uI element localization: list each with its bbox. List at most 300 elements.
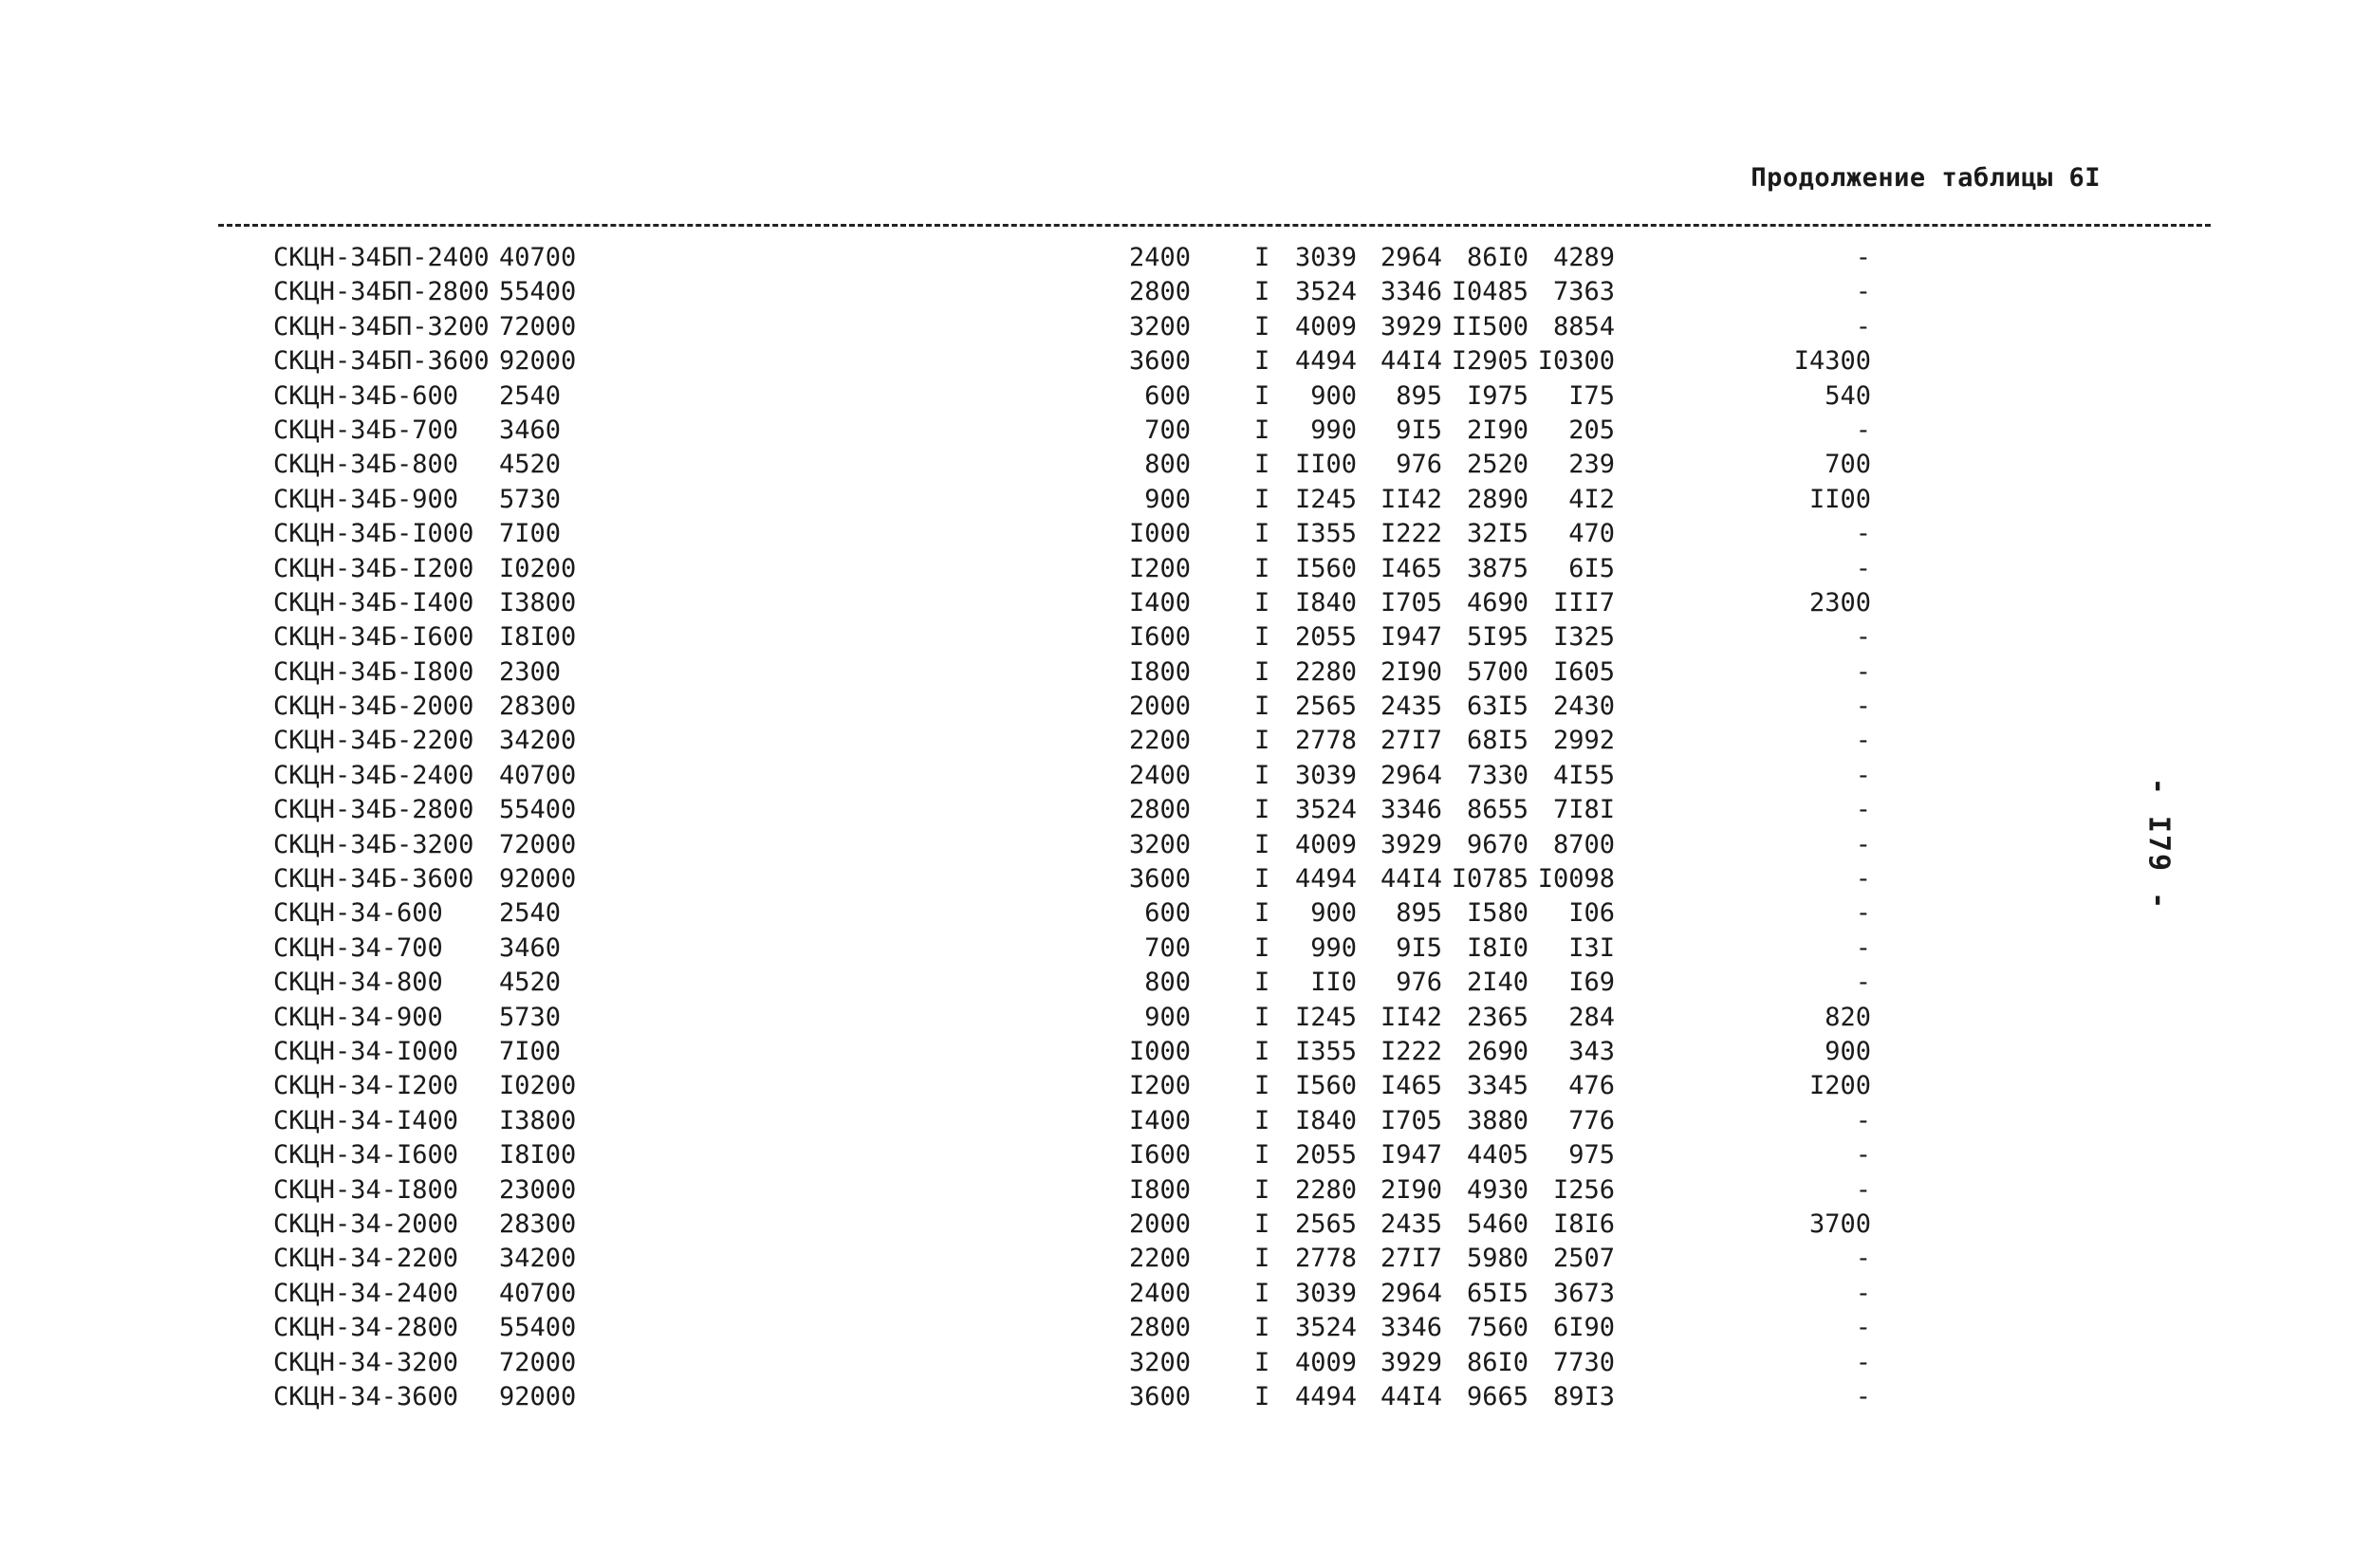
count-cell: I (1254, 519, 1270, 549)
dim-c-cell: 86I0 (1466, 243, 1529, 272)
dim-b-cell: 3346 (1380, 795, 1442, 825)
extra-cell: - (1855, 1105, 1871, 1135)
diameter-cell: 800 (1144, 450, 1191, 480)
designation-cell: СКЦН-34БП-2400 (273, 243, 490, 272)
table-row (256, 655, 1917, 690)
dim-c-cell: I0485 (1451, 277, 1529, 307)
count-cell: I (1254, 311, 1270, 341)
table-row (256, 896, 1917, 931)
dim-e-cell: 8700 (1552, 829, 1615, 859)
dim-b-cell: 3929 (1380, 311, 1442, 341)
dim-e-cell: 4289 (1552, 243, 1615, 272)
dim-b-cell: 27I7 (1380, 726, 1442, 756)
dim-b-cell: 3346 (1380, 277, 1442, 307)
extra-cell: 540 (1825, 380, 1871, 411)
dim-a-cell: 4494 (1294, 1381, 1357, 1411)
dim-c-cell: 3345 (1466, 1071, 1529, 1101)
table-row (256, 932, 1917, 966)
mass-cell: 4520 (499, 968, 562, 998)
dim-e-cell: 205 (1568, 415, 1615, 445)
diameter-cell: 2800 (1128, 795, 1191, 825)
dim-c-cell: 5700 (1466, 656, 1529, 687)
dim-a-cell: I245 (1294, 484, 1357, 514)
dim-b-cell: 895 (1396, 380, 1442, 411)
dim-b-cell: I705 (1380, 587, 1442, 618)
dim-c-cell: I8I0 (1466, 932, 1529, 963)
mass-cell: 55400 (499, 277, 577, 307)
dim-b-cell: I465 (1380, 553, 1442, 583)
dim-a-cell: II00 (1294, 450, 1357, 480)
count-cell: I (1254, 1244, 1270, 1274)
designation-cell: СКЦН-34-I400 (273, 1105, 459, 1135)
designation-cell: СКЦН-34Б-2400 (273, 760, 474, 790)
count-cell: I (1254, 484, 1270, 514)
mass-cell: 40700 (499, 1278, 577, 1308)
designation-cell: СКЦН-34Б-2200 (273, 726, 474, 756)
dim-e-cell: 7I8I (1552, 795, 1615, 825)
extra-cell: - (1855, 1174, 1871, 1205)
extra-cell: - (1855, 1347, 1871, 1377)
designation-cell: СКЦН-34-600 (273, 898, 443, 929)
count-cell: I (1254, 380, 1270, 411)
table-row (256, 690, 1917, 724)
data-table (256, 241, 1917, 1414)
designation-cell: СКЦН-34БП-3200 (273, 311, 490, 341)
table-row (256, 966, 1917, 1000)
extra-cell: - (1855, 1278, 1871, 1308)
dim-b-cell: I222 (1380, 519, 1442, 549)
table-row (256, 1104, 1917, 1138)
dim-b-cell: 2435 (1380, 692, 1442, 722)
count-cell: I (1254, 1174, 1270, 1205)
diameter-cell: 2400 (1128, 243, 1191, 272)
mass-cell: 3460 (499, 932, 562, 963)
designation-cell: СКЦН-34Б-2000 (273, 692, 474, 722)
dim-c-cell: 32I5 (1466, 519, 1529, 549)
dim-a-cell: 3039 (1294, 760, 1357, 790)
dim-e-cell: 3673 (1552, 1278, 1615, 1308)
dim-e-cell: I8I6 (1552, 1208, 1615, 1239)
diameter-cell: 2000 (1128, 1208, 1191, 1239)
dim-b-cell: I947 (1380, 622, 1442, 653)
dim-a-cell: 3524 (1294, 795, 1357, 825)
table-row (256, 414, 1917, 448)
mass-cell: I3800 (499, 587, 577, 618)
dim-a-cell: 4009 (1294, 829, 1357, 859)
diameter-cell: 900 (1144, 1002, 1191, 1032)
mass-cell: 23000 (499, 1174, 577, 1205)
extra-cell: - (1855, 519, 1871, 549)
dim-a-cell: 990 (1310, 932, 1357, 963)
diameter-cell: 2800 (1128, 1313, 1191, 1343)
extra-cell: - (1855, 415, 1871, 445)
extra-cell: - (1855, 243, 1871, 272)
mass-cell: 34200 (499, 726, 577, 756)
mass-cell: 72000 (499, 1347, 577, 1377)
diameter-cell: 600 (1144, 380, 1191, 411)
extra-cell: - (1855, 726, 1871, 756)
table-row (256, 862, 1917, 896)
designation-cell: СКЦН-34БП-3600 (273, 346, 490, 377)
table-row (256, 1208, 1917, 1242)
extra-cell: I200 (1808, 1071, 1871, 1101)
count-cell: I (1254, 1071, 1270, 1101)
designation-cell: СКЦН-34Б-800 (273, 450, 459, 480)
table-row (256, 1311, 1917, 1345)
diameter-cell: 600 (1144, 898, 1191, 929)
mass-cell: 28300 (499, 692, 577, 722)
diameter-cell: I000 (1128, 1036, 1191, 1066)
diameter-cell: 700 (1144, 415, 1191, 445)
dim-b-cell: 2964 (1380, 1278, 1442, 1308)
diameter-cell: 2400 (1128, 1278, 1191, 1308)
count-cell: I (1254, 760, 1270, 790)
diameter-cell: I400 (1128, 1105, 1191, 1135)
dim-e-cell: 4I2 (1568, 484, 1615, 514)
diameter-cell: I200 (1128, 553, 1191, 583)
dim-c-cell: 5980 (1466, 1244, 1529, 1274)
diameter-cell: 3600 (1128, 864, 1191, 895)
dim-c-cell: 2I40 (1466, 968, 1529, 998)
dim-b-cell: 44I4 (1380, 346, 1442, 377)
count-cell: I (1254, 1208, 1270, 1239)
dim-a-cell: 900 (1310, 380, 1357, 411)
table-row (256, 759, 1917, 793)
count-cell: I (1254, 243, 1270, 272)
mass-cell: 72000 (499, 829, 577, 859)
mass-cell: 55400 (499, 795, 577, 825)
extra-cell: - (1855, 692, 1871, 722)
dim-b-cell: II42 (1380, 484, 1442, 514)
dim-c-cell: 68I5 (1466, 726, 1529, 756)
designation-cell: СКЦН-34Б-I200 (273, 553, 474, 583)
designation-cell: СКЦН-34-I600 (273, 1140, 459, 1171)
dim-a-cell: 2565 (1294, 1208, 1357, 1239)
dim-c-cell: II500 (1451, 311, 1529, 341)
designation-cell: СКЦН-34-900 (273, 1002, 443, 1032)
mass-cell: 4520 (499, 450, 562, 480)
table-row (256, 275, 1917, 309)
dim-e-cell: 476 (1568, 1071, 1615, 1101)
designation-cell: СКЦН-34Б-3200 (273, 829, 474, 859)
dim-e-cell: 6I90 (1552, 1313, 1615, 1343)
dim-a-cell: I560 (1294, 1071, 1357, 1101)
table-row (256, 1035, 1917, 1069)
table-row (256, 586, 1917, 620)
table-row (256, 1380, 1917, 1414)
dim-a-cell: 2778 (1294, 1244, 1357, 1274)
dim-b-cell: 44I4 (1380, 864, 1442, 895)
table-row (256, 828, 1917, 862)
dim-e-cell: I75 (1568, 380, 1615, 411)
dim-e-cell: 7730 (1552, 1347, 1615, 1377)
count-cell: I (1254, 346, 1270, 377)
table-row (256, 1277, 1917, 1311)
dim-e-cell: 284 (1568, 1002, 1615, 1032)
designation-cell: СКЦН-34Б-3600 (273, 864, 474, 895)
diameter-cell: 3600 (1128, 1381, 1191, 1411)
extra-cell: 2300 (1808, 587, 1871, 618)
dim-a-cell: 3524 (1294, 277, 1357, 307)
dim-e-cell: I325 (1552, 622, 1615, 653)
diameter-cell: 3200 (1128, 1347, 1191, 1377)
table-continuation-caption: Продолжение таблицы 6I (1751, 163, 2101, 193)
dim-b-cell: 2435 (1380, 1208, 1442, 1239)
dim-c-cell: 8655 (1466, 795, 1529, 825)
dim-a-cell: 2778 (1294, 726, 1357, 756)
count-cell: I (1254, 622, 1270, 653)
table-row (256, 724, 1917, 758)
dim-a-cell: 900 (1310, 898, 1357, 929)
dim-b-cell: I465 (1380, 1071, 1442, 1101)
diameter-cell: 700 (1144, 932, 1191, 963)
diameter-cell: 2200 (1128, 726, 1191, 756)
table-row (256, 310, 1917, 344)
dim-a-cell: 4494 (1294, 346, 1357, 377)
designation-cell: СКЦН-34Б-900 (273, 484, 459, 514)
diameter-cell: I800 (1128, 1174, 1191, 1205)
mass-cell: 2300 (499, 656, 562, 687)
dim-e-cell: III7 (1552, 587, 1615, 618)
dim-c-cell: 2I90 (1466, 415, 1529, 445)
diameter-cell: 800 (1144, 968, 1191, 998)
dim-a-cell: 4009 (1294, 311, 1357, 341)
extra-cell: 700 (1825, 450, 1871, 480)
dim-e-cell: I256 (1552, 1174, 1615, 1205)
extra-cell: II00 (1808, 484, 1871, 514)
extra-cell: - (1855, 795, 1871, 825)
extra-cell: - (1855, 1313, 1871, 1343)
table-row (256, 1346, 1917, 1380)
extra-cell: - (1855, 968, 1871, 998)
mass-cell: 92000 (499, 1381, 577, 1411)
mass-cell: 2540 (499, 380, 562, 411)
dim-a-cell: I560 (1294, 553, 1357, 583)
table-row (256, 1069, 1917, 1103)
dim-c-cell: 7330 (1466, 760, 1529, 790)
diameter-cell: I200 (1128, 1071, 1191, 1101)
page-number: - I79 - (2141, 777, 2176, 912)
count-cell: I (1254, 1381, 1270, 1411)
dim-e-cell: 776 (1568, 1105, 1615, 1135)
designation-cell: СКЦН-34-3600 (273, 1381, 459, 1411)
dim-a-cell: 3524 (1294, 1313, 1357, 1343)
designation-cell: СКЦН-34-I000 (273, 1036, 459, 1066)
count-cell: I (1254, 1313, 1270, 1343)
mass-cell: 5730 (499, 484, 562, 514)
extra-cell: - (1855, 829, 1871, 859)
extra-cell: 820 (1825, 1002, 1871, 1032)
count-cell: I (1254, 1140, 1270, 1171)
dim-e-cell: 8854 (1552, 311, 1615, 341)
mass-cell: 40700 (499, 760, 577, 790)
dim-c-cell: 5460 (1466, 1208, 1529, 1239)
dim-e-cell: 6I5 (1568, 553, 1615, 583)
diameter-cell: I600 (1128, 1140, 1191, 1171)
dim-c-cell: 9665 (1466, 1381, 1529, 1411)
dim-a-cell: 2055 (1294, 1140, 1357, 1171)
extra-cell: - (1855, 656, 1871, 687)
designation-cell: СКЦН-34Б-I600 (273, 622, 474, 653)
designation-cell: СКЦН-34-3200 (273, 1347, 459, 1377)
dim-a-cell: I355 (1294, 1036, 1357, 1066)
dim-e-cell: 2507 (1552, 1244, 1615, 1274)
count-cell: I (1254, 415, 1270, 445)
designation-cell: СКЦН-34-2200 (273, 1244, 459, 1274)
dim-c-cell: 2365 (1466, 1002, 1529, 1032)
dim-a-cell: 2280 (1294, 656, 1357, 687)
dim-c-cell: 3880 (1466, 1105, 1529, 1135)
dim-e-cell: I3I (1568, 932, 1615, 963)
dim-e-cell: 975 (1568, 1140, 1615, 1171)
extra-cell: - (1855, 311, 1871, 341)
mass-cell: 5730 (499, 1002, 562, 1032)
diameter-cell: 2400 (1128, 760, 1191, 790)
table-row (256, 517, 1917, 551)
header-divider (218, 224, 2211, 227)
dim-e-cell: I0300 (1537, 346, 1615, 377)
mass-cell: 28300 (499, 1208, 577, 1239)
dim-e-cell: 2992 (1552, 726, 1615, 756)
table-row (256, 379, 1917, 414)
extra-cell: - (1855, 932, 1871, 963)
count-cell: I (1254, 692, 1270, 722)
dim-b-cell: 976 (1396, 968, 1442, 998)
dim-b-cell: 27I7 (1380, 1244, 1442, 1274)
dim-a-cell: 2565 (1294, 692, 1357, 722)
diameter-cell: 3200 (1128, 829, 1191, 859)
designation-cell: СКЦН-34Б-I000 (273, 519, 474, 549)
dim-c-cell: 4690 (1466, 587, 1529, 618)
dim-e-cell: I605 (1552, 656, 1615, 687)
table-row (256, 483, 1917, 517)
diameter-cell: 2200 (1128, 1244, 1191, 1274)
dim-c-cell: 9670 (1466, 829, 1529, 859)
table-row (256, 552, 1917, 586)
designation-cell: СКЦН-34Б-700 (273, 415, 459, 445)
dim-c-cell: 65I5 (1466, 1278, 1529, 1308)
mass-cell: 7I00 (499, 1036, 562, 1066)
dim-c-cell: 5I95 (1466, 622, 1529, 653)
dim-c-cell: I975 (1466, 380, 1529, 411)
dim-a-cell: I840 (1294, 587, 1357, 618)
count-cell: I (1254, 1002, 1270, 1032)
mass-cell: 3460 (499, 415, 562, 445)
dim-b-cell: II42 (1380, 1002, 1442, 1032)
extra-cell: - (1855, 1140, 1871, 1171)
count-cell: I (1254, 932, 1270, 963)
dim-b-cell: 2964 (1380, 760, 1442, 790)
extra-cell: - (1855, 760, 1871, 790)
mass-cell: 2540 (499, 898, 562, 929)
dim-c-cell: 2690 (1466, 1036, 1529, 1066)
designation-cell: СКЦН-34-I800 (273, 1174, 459, 1205)
count-cell: I (1254, 587, 1270, 618)
designation-cell: СКЦН-34БП-2800 (273, 277, 490, 307)
diameter-cell: 2800 (1128, 277, 1191, 307)
diameter-cell: I600 (1128, 622, 1191, 653)
dim-b-cell: 2I90 (1380, 656, 1442, 687)
designation-cell: СКЦН-34-2800 (273, 1313, 459, 1343)
diameter-cell: 2000 (1128, 692, 1191, 722)
mass-cell: 34200 (499, 1244, 577, 1274)
extra-cell: 3700 (1808, 1208, 1871, 1239)
table-row (256, 448, 1917, 482)
diameter-cell: 900 (1144, 484, 1191, 514)
dim-e-cell: 470 (1568, 519, 1615, 549)
designation-cell: СКЦН-34Б-I800 (273, 656, 474, 687)
dim-a-cell: 3039 (1294, 243, 1357, 272)
extra-cell: - (1855, 553, 1871, 583)
count-cell: I (1254, 898, 1270, 929)
diameter-cell: I000 (1128, 519, 1191, 549)
dim-a-cell: 4494 (1294, 864, 1357, 895)
designation-cell: СКЦН-34-I200 (273, 1071, 459, 1101)
count-cell: I (1254, 1105, 1270, 1135)
dim-c-cell: 7560 (1466, 1313, 1529, 1343)
mass-cell: 92000 (499, 864, 577, 895)
dim-b-cell: 976 (1396, 450, 1442, 480)
designation-cell: СКЦН-34Б-I400 (273, 587, 474, 618)
dim-b-cell: I947 (1380, 1140, 1442, 1171)
dim-b-cell: 9I5 (1396, 415, 1442, 445)
mass-cell: 92000 (499, 346, 577, 377)
dim-c-cell: 2890 (1466, 484, 1529, 514)
dim-c-cell: 4930 (1466, 1174, 1529, 1205)
diameter-cell: I400 (1128, 587, 1191, 618)
extra-cell: - (1855, 898, 1871, 929)
count-cell: I (1254, 795, 1270, 825)
mass-cell: 55400 (499, 1313, 577, 1343)
diameter-cell: 3600 (1128, 346, 1191, 377)
dim-a-cell: I840 (1294, 1105, 1357, 1135)
dim-c-cell: 3875 (1466, 553, 1529, 583)
extra-cell: 900 (1825, 1036, 1871, 1066)
count-cell: I (1254, 726, 1270, 756)
dim-b-cell: 2964 (1380, 243, 1442, 272)
dim-a-cell: I245 (1294, 1002, 1357, 1032)
dim-c-cell: 2520 (1466, 450, 1529, 480)
mass-cell: I0200 (499, 553, 577, 583)
dim-b-cell: I222 (1380, 1036, 1442, 1066)
dim-e-cell: 239 (1568, 450, 1615, 480)
designation-cell: СКЦН-34Б-2800 (273, 795, 474, 825)
count-cell: I (1254, 829, 1270, 859)
designation-cell: СКЦН-34-700 (273, 932, 443, 963)
table-row (256, 1138, 1917, 1172)
table-row (256, 793, 1917, 827)
extra-cell: - (1855, 277, 1871, 307)
dim-e-cell: 4I55 (1552, 760, 1615, 790)
dim-b-cell: 9I5 (1396, 932, 1442, 963)
mass-cell: 72000 (499, 311, 577, 341)
dim-e-cell: 7363 (1552, 277, 1615, 307)
count-cell: I (1254, 450, 1270, 480)
dim-c-cell: 86I0 (1466, 1347, 1529, 1377)
dim-e-cell: I06 (1568, 898, 1615, 929)
dim-e-cell: 89I3 (1552, 1381, 1615, 1411)
dim-a-cell: 2280 (1294, 1174, 1357, 1205)
designation-cell: СКЦН-34-2000 (273, 1208, 459, 1239)
dim-a-cell: 2055 (1294, 622, 1357, 653)
table-row (256, 1173, 1917, 1208)
dim-e-cell: I0098 (1537, 864, 1615, 895)
dim-e-cell: 2430 (1552, 692, 1615, 722)
dim-b-cell: 44I4 (1380, 1381, 1442, 1411)
extra-cell: - (1855, 864, 1871, 895)
extra-cell: I4300 (1793, 346, 1871, 377)
count-cell: I (1254, 1278, 1270, 1308)
